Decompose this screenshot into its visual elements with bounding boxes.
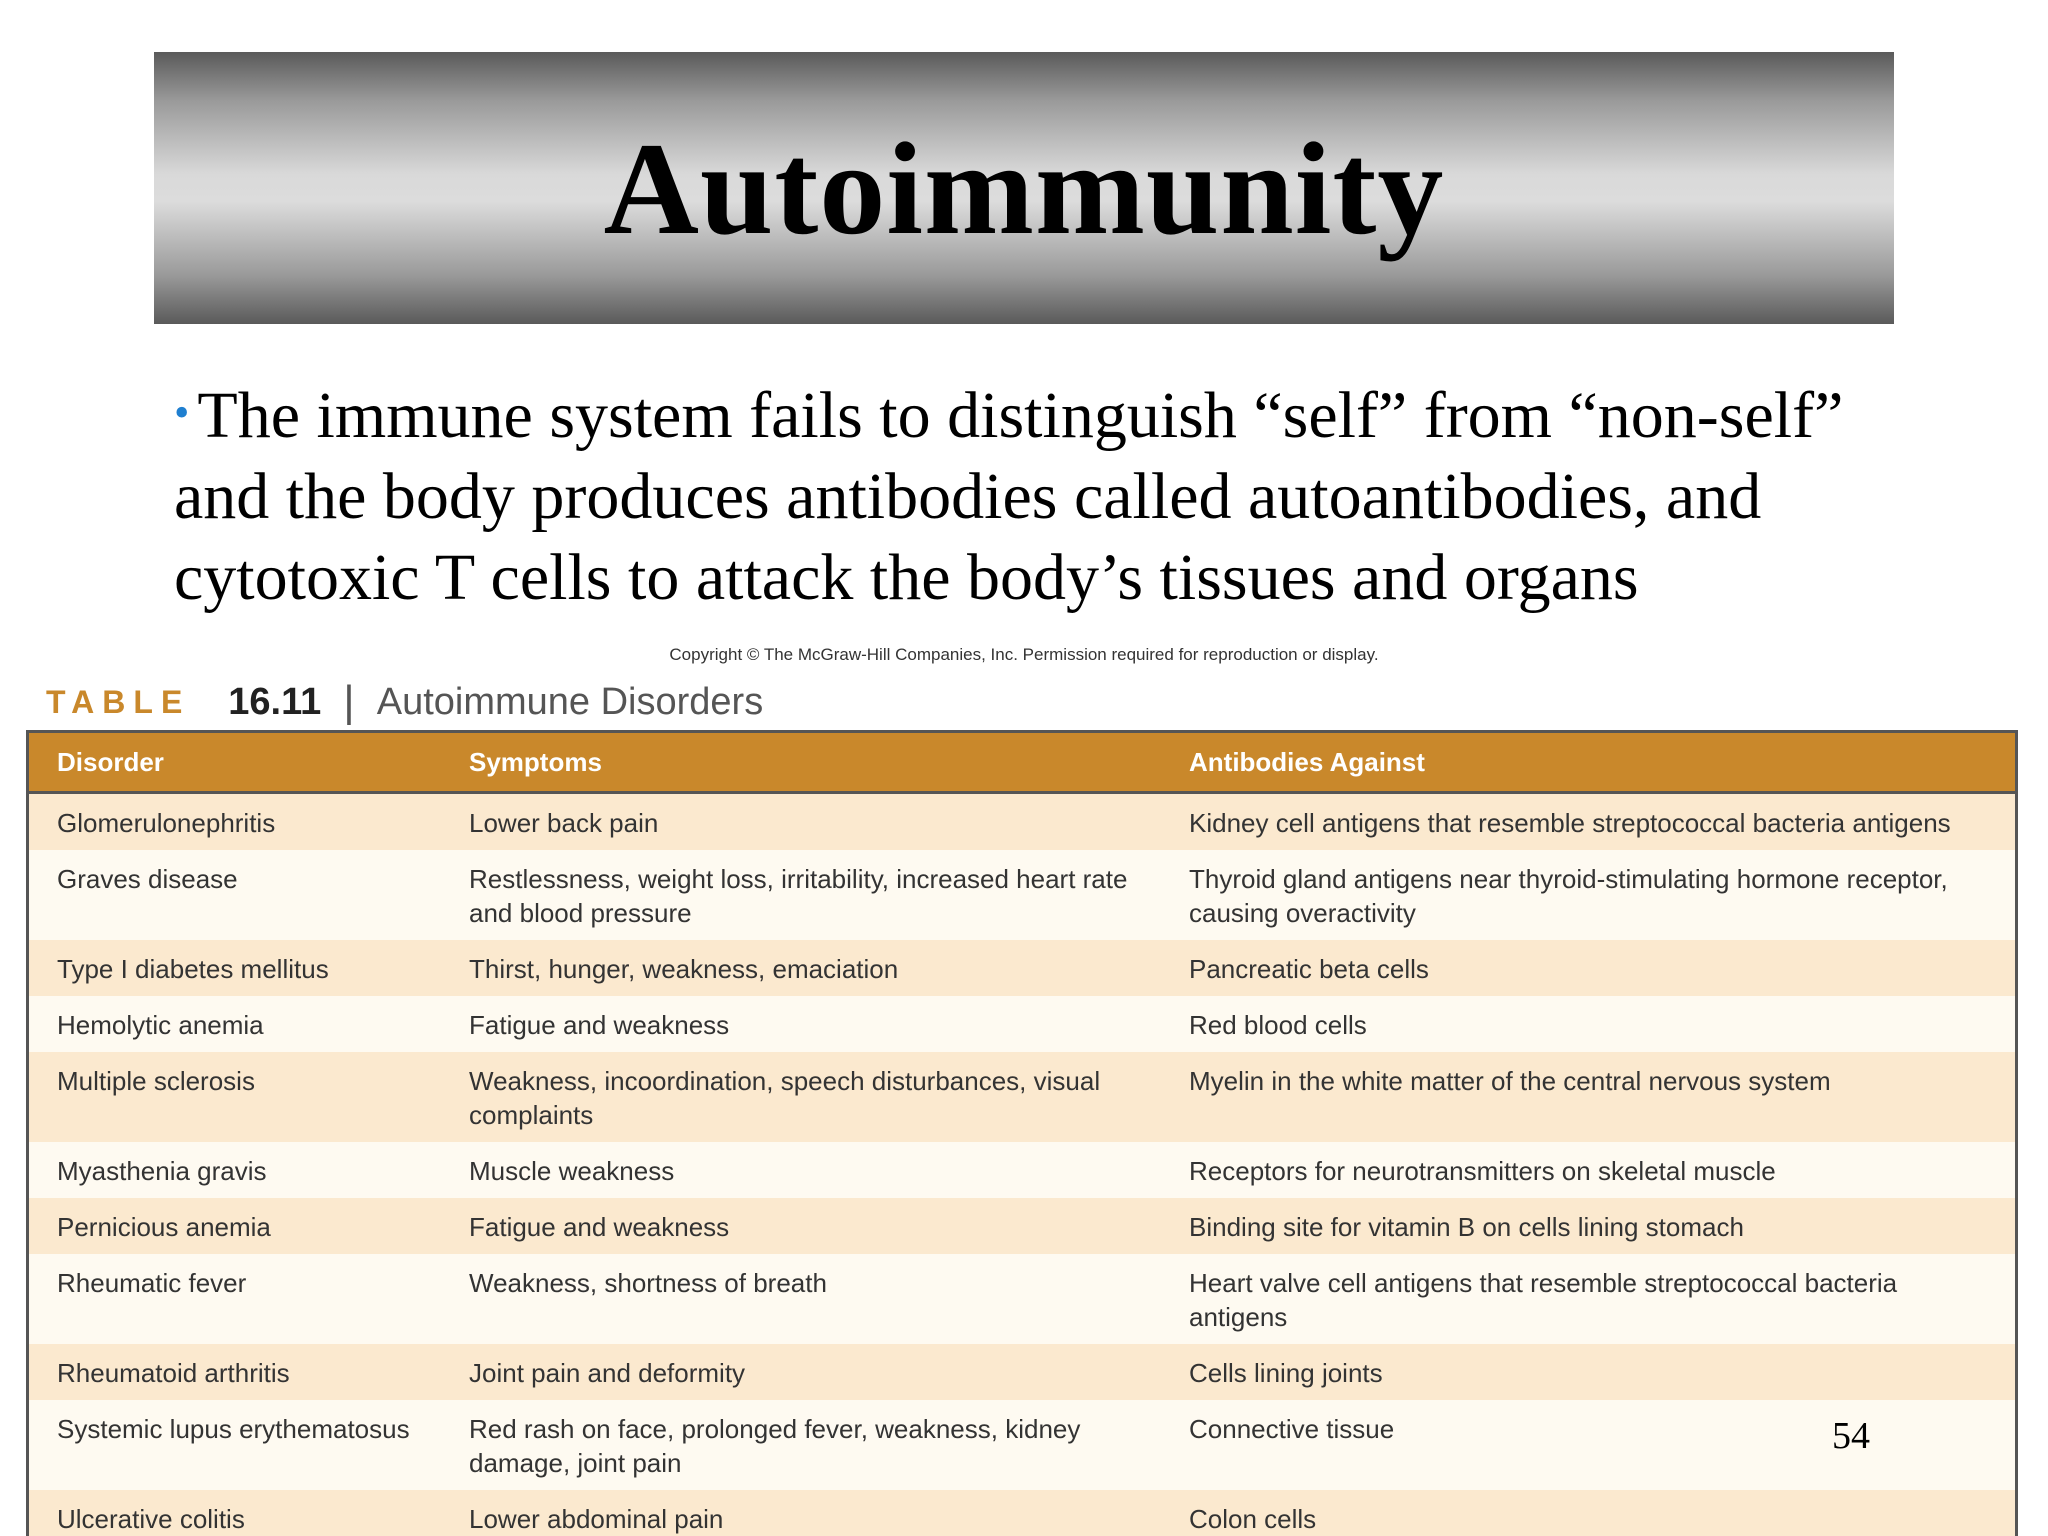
table-row bbox=[29, 1052, 2015, 1142]
table-row bbox=[29, 1400, 2015, 1490]
title-bar bbox=[154, 52, 1894, 324]
symptoms-cell: Lower abdominal pain bbox=[441, 1490, 1161, 1536]
table-row bbox=[29, 1142, 2015, 1198]
table-row bbox=[29, 940, 2015, 996]
table-row bbox=[29, 850, 2015, 940]
disorder-cell: Hemolytic anemia bbox=[29, 996, 441, 1052]
symptoms-cell: Red rash on face, prolonged fever, weakness, kidney damage, joint pain bbox=[441, 1400, 1161, 1490]
antibodies-cell: Connective tissue bbox=[1161, 1400, 2015, 1490]
antibodies-cell: Binding site for vitamin B on cells lining stomach bbox=[1161, 1198, 2015, 1254]
table-label: TABLE bbox=[46, 683, 191, 720]
disorders-table bbox=[29, 733, 2015, 1536]
page-number: 54 bbox=[1832, 1415, 1870, 1457]
table-row bbox=[29, 793, 2015, 851]
header-disorder: Disorder bbox=[29, 733, 441, 793]
symptoms-cell: Joint pain and deformity bbox=[441, 1344, 1161, 1400]
disorder-cell: Type I diabetes mellitus bbox=[29, 940, 441, 996]
disorder-cell: Rheumatoid arthritis bbox=[29, 1344, 441, 1400]
bullet-text: The immune system fails to distinguish “self” from “non-self” and the body produces antibodies called autoantibodies, and cytotoxic T cells to attack the body’s tissues and organs bbox=[174, 379, 1844, 614]
copyright-notice: Copyright © The McGraw-Hill Companies, Inc. Permission required for reproduction or display. bbox=[669, 645, 1379, 664]
disorder-cell: Pernicious anemia bbox=[29, 1198, 441, 1254]
antibodies-cell: Red blood cells bbox=[1161, 996, 2015, 1052]
symptoms-cell: Fatigue and weakness bbox=[441, 1198, 1161, 1254]
header-antibodies: Antibodies Against bbox=[1161, 733, 2015, 793]
slide-title: Autoimmunity bbox=[603, 114, 1445, 262]
disorder-cell: Graves disease bbox=[29, 850, 441, 940]
disorder-cell: Myasthenia gravis bbox=[29, 1142, 441, 1198]
table-title: Autoimmune Disorders bbox=[376, 680, 764, 723]
table-row bbox=[29, 1344, 2015, 1400]
disorders-table-frame bbox=[26, 730, 2018, 1536]
symptoms-cell: Muscle weakness bbox=[441, 1142, 1161, 1198]
symptoms-cell: Lower back pain bbox=[441, 793, 1161, 851]
heading-divider: | bbox=[343, 677, 355, 726]
table-row bbox=[29, 1254, 2015, 1344]
symptoms-cell: Weakness, incoordination, speech disturbances, visual complaints bbox=[441, 1052, 1161, 1142]
table-number: 16.11 bbox=[228, 680, 322, 723]
disorder-cell: Rheumatic fever bbox=[29, 1254, 441, 1344]
table-row bbox=[29, 996, 2015, 1052]
symptoms-cell: Fatigue and weakness bbox=[441, 996, 1161, 1052]
antibodies-cell: Kidney cell antigens that resemble streptococcal bacteria antigens bbox=[1161, 793, 2015, 851]
header-symptoms: Symptoms bbox=[441, 733, 1161, 793]
table-header-row bbox=[29, 733, 2015, 793]
disorder-cell: Ulcerative colitis bbox=[29, 1490, 441, 1536]
table-row bbox=[29, 1198, 2015, 1254]
disorder-cell: Glomerulonephritis bbox=[29, 793, 441, 851]
bullet-dot-icon: • bbox=[174, 388, 190, 437]
antibodies-cell: Pancreatic beta cells bbox=[1161, 940, 2015, 996]
antibodies-cell: Cells lining joints bbox=[1161, 1344, 2015, 1400]
antibodies-cell: Colon cells bbox=[1161, 1490, 2015, 1536]
symptoms-cell: Restlessness, weight loss, irritability, increased heart rate and blood pressure bbox=[441, 850, 1161, 940]
antibodies-cell: Myelin in the white matter of the central nervous system bbox=[1161, 1052, 2015, 1142]
symptoms-cell: Thirst, hunger, weakness, emaciation bbox=[441, 940, 1161, 996]
antibodies-cell: Heart valve cell antigens that resemble streptococcal bacteria antigens bbox=[1161, 1254, 2015, 1344]
antibodies-cell: Thyroid gland antigens near thyroid-stimulating hormone receptor, causing overactivity bbox=[1161, 850, 2015, 940]
disorder-cell: Systemic lupus erythematosus bbox=[29, 1400, 441, 1490]
bullet-point bbox=[174, 372, 1894, 618]
table-row bbox=[29, 1490, 2015, 1536]
antibodies-cell: Receptors for neurotransmitters on skeletal muscle bbox=[1161, 1142, 2015, 1198]
disorder-cell: Multiple sclerosis bbox=[29, 1052, 441, 1142]
table-heading bbox=[46, 672, 763, 732]
symptoms-cell: Weakness, shortness of breath bbox=[441, 1254, 1161, 1344]
